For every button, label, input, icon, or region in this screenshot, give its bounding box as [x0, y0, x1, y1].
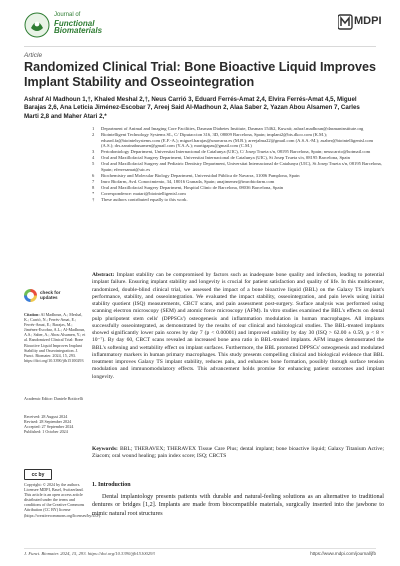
equal-contribution-note: † These authors contributed equally to this work. [92, 196, 188, 202]
abstract-text: Implant stability can be compromised by factors such as inadequate bone quality and infection, leading to potential implant failure. Ensuring implant stability and longevity is crucial for patient satisfaction and quality of life. In this multicenter, randomized, double-blind clinical trial, we assessed the impact of a bone bioactive liquid (BBL) on the Galaxy TS implant's performance, stability, and osseointegration. We evaluated the impact stability, osseointegration, and pain levels using initial stability quotient (ISQ) measurements, CBCT scans, and pain assessment post-surgery. Surface analysis was performed using scanning electron microscopy (SEM) and atomic force microscopy (AFM). In vitro studies examined the BBL's effects on dental pulp pluripotent stem cells' (DPPSCs') osteogenesis and inflammation modulation in human macrophages. All implants successfully osseointegrated, as demonstrated by the results of our clinical and histological studies. The BBL-treated implants showed significantly lower pain scores by day 7 (p < 0.00001) and improved stability by day 30 (ISQ > 62.00 ± 0.59, p < 8 × 10⁻⁷). By day 60, CBCT scans revealed an increased bone area ratio in BBL-treated implants. AFM images demonstrated the BBL's softening and wettability effect on implant surfaces. Furthermore, the BBL promoted DPPSCs' osteogenesis and modulated inflammatory markers in human primary macrophages. This study presents compelling clinical and biological evidence that BBL treatment improves Galaxy TS implant stability, reduces pain, and enhances bone formation, possibly through surface tension modulation and immunomodulatory effects. This advancement holds promise for enhancing patient outcomes and implant longevity. [92, 272, 384, 380]
publication-dates [24, 414, 86, 434]
affiliation-item: 7 Imro Biofarm, Avd. Conocimiento, 34, 18016 Granada, Spain; anajimenez@imrobiofarm.com [92, 178, 275, 184]
check-updates-label: check for updates [40, 290, 61, 300]
copyright-notice: Copyright: © 2024 by the authors. Licensee MDPI, Basel, Switzerland. This article is an open access article distributed under the terms and conditions of the Creative Commons Attribution (CC BY) license (https://creativecommons.org/licenses/by/4.0/). [24, 482, 102, 518]
affiliation-item: 5 Oral and Maxillofacial Surgery and Pediatric Dentistry Department, Universitat Internacional de Catalunya (UIC), St Josep Trueta s/n, 08195 Barcelona, Spain; eferresamat@uic.es [92, 161, 382, 172]
article-type: Article [24, 52, 43, 59]
introduction-text: Dental implantology presents patients with durable and natural-feeling solutions as an alternative to traditional dentures or bridges [1,2]. Implants are made from biocompatible materials, surgically inserted into the jawbone to mimic natural root structures [92, 494, 384, 517]
affiliation-item: 6 Biochemistry and Molecular Biology Department, Universidad Pública de Navarra, 31006 Pamplona, Spain [92, 172, 300, 178]
mdpi-logo[interactable] [338, 14, 382, 30]
cc-license-badge[interactable]: cc by [24, 469, 52, 480]
keywords-text: BBL; THERAVEX; THERAVEX Tissue Care Plus; dental implant; bone bioactive liquid; Galaxy Titanium Active; Ziacom; oral wound healing; pain index score; ISQ; CBCTS [92, 446, 384, 460]
keywords-label: Keywords: [92, 446, 118, 452]
article-title: Randomized Clinical Trial: Bone Bioactive Liquid Improves Implant Stability and Osseointegration [24, 60, 376, 89]
check-for-updates-button[interactable] [24, 287, 64, 305]
publisher-name: MDPI [354, 15, 382, 27]
author-list[interactable]: Ashraf Al Madhoun 1,†, Khaled Meshal 2,†, Neus Carrió 3, Eduard Ferrés-Amat 2,4, Elvira Ferrés-Amat 4,5, Miguel Barajas 2,6, Ana Leticia Jiménez-Escobar 7, Areej Said Al-Madhoun 2, Alaa Saber 2, Yazan Abou Alsamen 7, Carles Marti 2,8 and Maher Atari 2,* [24, 96, 360, 120]
affiliation-item: 8 Oral and Maxillofacial Surgery Department, Hospital Clinic de Barcelona, 08036 Barcelona, Spain [92, 184, 284, 190]
affiliation-item: 4 Oral and Maxillofacial Surgery Department, Universitat Internacional de Catalunya (UIC), St Josep Trueta s/n, 08195 Barcelona, Spain [92, 155, 350, 161]
affiliation-item: 1 Department of Animal and Imaging Core Facilities, Dasman Diabetes Institute, Dasman 15462, Kuwait; ashraf.madhoun@dasmaninstitute.org [92, 126, 364, 131]
affiliation-list [92, 126, 384, 203]
journal-logo-icon [24, 12, 50, 38]
keywords [92, 446, 384, 461]
abstract [92, 272, 384, 381]
footer-citation[interactable]: J. Funct. Biomater. 2024, 15, 293. https://doi.org/10.3390/jfb15100293 [24, 551, 155, 556]
date-revised: Revised: 28 September 2024 [24, 419, 72, 425]
affiliation-item: 2 Biointelligent Technology Systems SL, C/ Diputaccion 316, 3D, 08009 Barcelona, Spain; implant2@bts.dkco.com (K.M.); eduard.fa@biointelsystems.com (E.F.-A.); miguel.barajas@unavarra.es (M.B.); areejalma22@gmail.com (A.S.A.-M.); asaber@biointelligentsl.com (A.S.); drs.zarainabusamen@gmail.com (Y.A.A.); martigapas@gmail.com (C.M.) [92, 131, 374, 149]
date-published: Published: 1 October 2024 [24, 429, 68, 435]
date-received: Received: 28 August 2024 [24, 414, 68, 419]
date-accepted: Accepted: 27 September 2024 [24, 424, 74, 430]
check-updates-icon [24, 289, 37, 302]
footer-divider [24, 548, 376, 549]
correspondence: * Correspondence: matari@biointelligentsl.com [92, 190, 186, 196]
section-heading-introduction: 1. Introduction [92, 482, 131, 488]
citation-block: Citation: Al Madhoun, A.; Meshal, K.; Carrió, N.; Ferrés-Amat, E.; Ferrés-Amat, E.; Barajas, M.; Jiménez-Escobar, A.L.; Al-Madhoun, A.S.; Saber, A.; Abou Alsamen, Y.; et al. Randomized Clinical Trial: Bone Bioactive Liquid Improves Implant Stability and Osseointegration. J. Funct. Biomater. 2024, 15, 293. https://doi.org/10.3390/jfb15100293 [24, 312, 86, 363]
journal-name: Journal of Functional Biomaterials [54, 12, 103, 36]
academic-editor: Academic Editor: Daniele Botticelli [24, 396, 84, 401]
journal-logo[interactable] [24, 10, 114, 42]
footer-journal-link[interactable]: https://www.mdpi.com/journal/jfb [310, 551, 376, 556]
abstract-label: Abstract: [92, 272, 115, 278]
affiliation-item: 3 Periodontology Department, Universitat Internacional de Catalunya (UIC), C/ Josep Trueta s/n, 08195 Barcelona, Spain; neuscarrio@hotmail.com [92, 149, 371, 155]
header-divider [24, 46, 376, 47]
